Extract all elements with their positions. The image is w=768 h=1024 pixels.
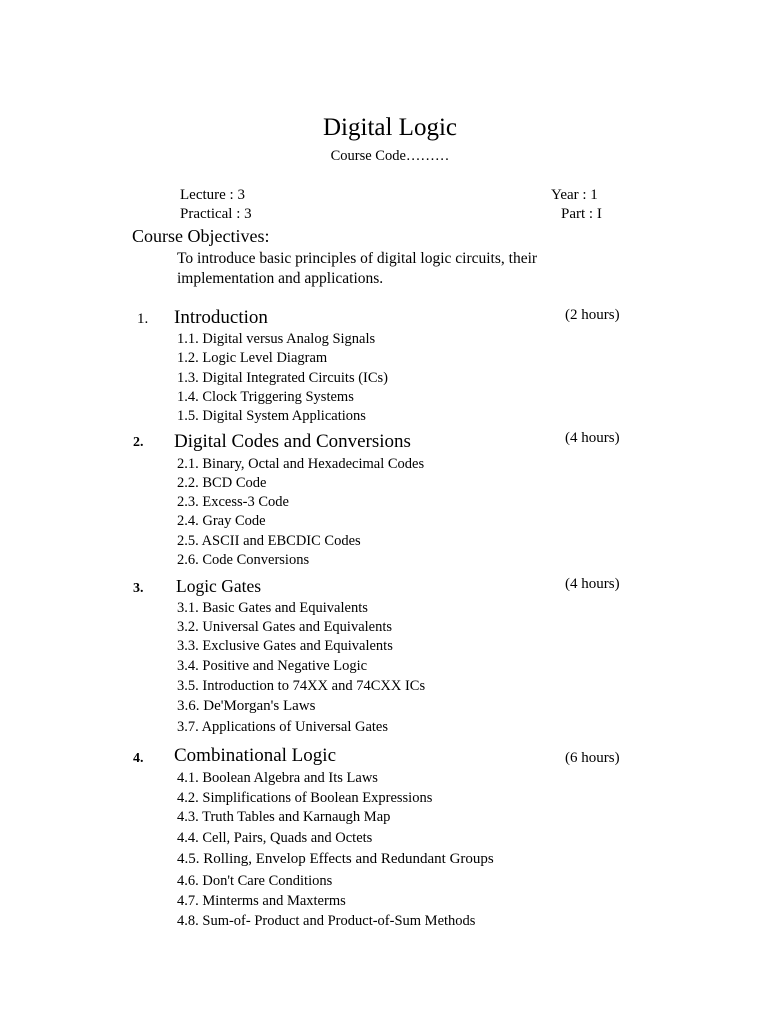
section-number: 2.: [133, 435, 144, 450]
list-item: 1.4. Clock Triggering Systems: [177, 389, 354, 405]
section-hours: (4 hours): [565, 576, 620, 592]
section-hours: (4 hours): [565, 430, 620, 446]
section-number: 4.: [133, 751, 144, 766]
year-label: Year : 1: [551, 187, 598, 203]
list-item: 3.1. Basic Gates and Equivalents: [177, 600, 368, 616]
list-item: 3.7. Applications of Universal Gates: [177, 719, 389, 735]
list-item: 2.3. Excess-3 Code: [177, 494, 289, 510]
list-item: 1.1. Digital versus Analog Signals: [177, 331, 376, 347]
objectives-text: To introduce basic principles of digital logic circuits, their implementation and applications.: [177, 250, 538, 287]
list-item: 4.5. Rolling, Envelop Effects and Redundant Groups: [177, 851, 494, 867]
section-title: Introduction: [174, 307, 268, 328]
section-hours: (2 hours): [565, 307, 620, 323]
section-title: Digital Codes and Conversions: [174, 431, 411, 452]
section-number: 3.: [133, 581, 144, 596]
list-item: 4.6. Don't Care Conditions: [177, 873, 333, 889]
list-item: 2.2. BCD Code: [177, 475, 267, 491]
list-item: 2.6. Code Conversions: [177, 552, 310, 568]
list-item: 3.6. De'Morgan's Laws: [177, 698, 316, 714]
list-item: 3.2. Universal Gates and Equivalents: [177, 619, 393, 635]
list-item: 2.1. Binary, Octal and Hexadecimal Codes: [177, 456, 425, 472]
section-number: 1.: [137, 311, 149, 327]
list-item: 3.5. Introduction to 74XX and 74CXX ICs: [177, 678, 426, 694]
section-title: Combinational Logic: [174, 745, 337, 766]
section-hours: (6 hours): [565, 750, 620, 766]
list-item: 4.8. Sum-of- Product and Product-of-Sum Methods: [177, 913, 476, 929]
list-item: 4.4. Cell, Pairs, Quads and Octets: [177, 830, 373, 846]
list-item: 1.3. Digital Integrated Circuits (ICs): [177, 370, 389, 386]
list-item: 4.7. Minterms and Maxterms: [177, 893, 346, 909]
list-item: 4.3. Truth Tables and Karnaugh Map: [177, 809, 391, 825]
objectives-heading: Course Objectives:: [132, 226, 270, 246]
practical-hours: Practical : 3: [180, 206, 252, 222]
list-item: 1.2. Logic Level Diagram: [177, 350, 328, 366]
document-title: Digital Logic: [323, 114, 457, 141]
lecture-hours: Lecture : 3: [180, 187, 245, 203]
list-item: 4.2. Simplifications of Boolean Expressions: [177, 790, 433, 806]
part-label: Part : I: [561, 206, 602, 222]
list-item: 2.4. Gray Code: [177, 513, 266, 529]
list-item: 4.1. Boolean Algebra and Its Laws: [177, 770, 378, 786]
course-code: Course Code………: [330, 148, 450, 164]
list-item: 3.4. Positive and Negative Logic: [177, 658, 368, 674]
list-item: 1.5. Digital System Applications: [177, 408, 366, 424]
list-item: 3.3. Exclusive Gates and Equivalents: [177, 638, 393, 654]
section-title: Logic Gates: [176, 576, 262, 596]
list-item: 2.5. ASCII and EBCDIC Codes: [177, 533, 361, 549]
